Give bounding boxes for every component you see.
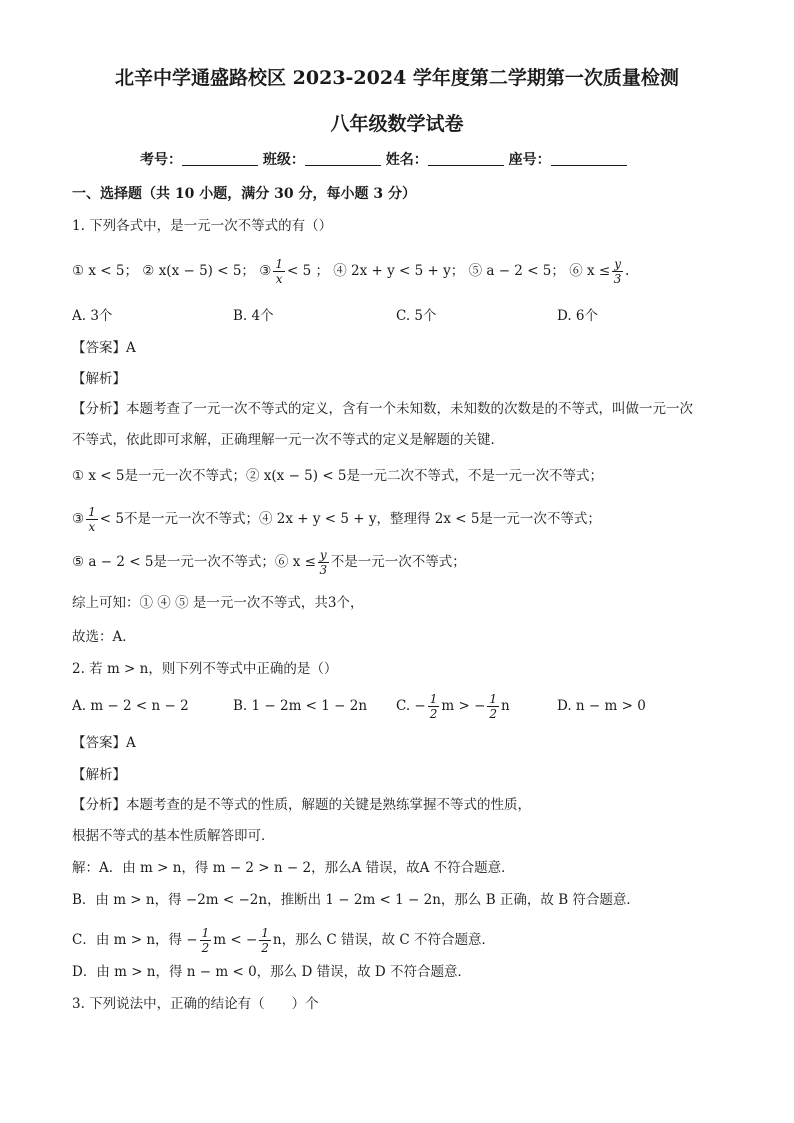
q1-answer: 【答案】A [72, 340, 136, 356]
q1-option-b[interactable]: B. 4个 [233, 308, 274, 324]
q2-solution-d: D．由 m > n，得 n − m < 0，那么 D 错误，故 D 不符合题意． [72, 964, 471, 980]
seat-label: 座号： [508, 152, 551, 168]
q2-opt-c-head: C. − [396, 698, 426, 714]
q1-expr-3 [259, 257, 329, 286]
fraction-numerator: y [319, 548, 327, 562]
fraction-denominator: 2 [489, 707, 498, 721]
fraction-denominator: 2 [261, 941, 269, 955]
section-heading: 一、选择题（共 10 小题，满分 30 分，每小题 3 分） [72, 186, 416, 202]
q2-sol-c-tail: n，那么 C 错误，故 C 不符合题意． [272, 932, 495, 948]
exam-subtitle: 八年级数学试卷 [330, 113, 464, 135]
fraction-numerator: 1 [88, 505, 96, 519]
q1-choice: 故选：A． [72, 629, 136, 645]
fraction-numerator: 1 [429, 692, 438, 706]
fraction-denominator: x [275, 272, 283, 286]
fraction-denominator: 3 [613, 272, 622, 286]
q2-option-a[interactable]: A. m − 2 < n − 2 [72, 698, 189, 714]
q2-option-d[interactable]: D. n − m > 0 [557, 698, 646, 714]
q2-analysis-line-1: 【分析】本题考查的是不等式的性质，解题的关键是熟练掌握不等式的性质， [72, 797, 531, 813]
fraction-denominator: x [88, 520, 96, 534]
q2-option-b[interactable]: B. 1 − 2m < 1 − 2n [233, 698, 368, 714]
q1-expr-3-marker: ③ [259, 263, 272, 279]
q1-sol-2-tail: < 5不是一元一次不等式；④ 2x + y < 5 + y，整理得 2x < 5是一元一次不等式； [99, 511, 601, 527]
q2-analysis-line-2: 根据不等式的基本性质解答即可． [72, 828, 275, 844]
q2-sol-c-fraction-2 [259, 927, 271, 954]
q1-solution-line-1: ① x < 5是一元一次不等式；② x(x − 5) < 5是一元二次不等式，不是一元一次不等式； [72, 468, 604, 484]
fraction-denominator: 3 [319, 563, 328, 577]
q2-stem: 2. 若 m > n，则下列不等式中正确的是（） [72, 661, 338, 677]
fraction-numerator: 1 [261, 926, 269, 940]
seat-field[interactable] [551, 151, 627, 166]
name-field[interactable] [428, 151, 504, 166]
q1-sol-3-head: ⑤ a − 2 < 5是一元一次不等式；⑥ x ≤ [72, 554, 316, 570]
q2-option-c[interactable] [396, 686, 510, 726]
name-label: 姓名： [385, 152, 428, 168]
q2-opt-c-fraction-2 [487, 693, 499, 720]
q2-solution-c [72, 920, 495, 960]
q1-option-c[interactable]: C. 5个 [396, 308, 437, 324]
q1-expr-6-fraction [612, 258, 623, 285]
q2-opt-c-fraction-1 [428, 693, 440, 720]
q2-opt-c-mid: m > − [441, 698, 486, 714]
q1-expr-2: ② x(x − 5) < 5； [142, 263, 255, 279]
q1-analysis-label: 【解析】 [72, 371, 126, 387]
q1-expr-4: ④ 2x + y < 5 + y； [333, 263, 465, 279]
fraction-numerator: 1 [201, 926, 210, 940]
q2-analysis-label: 【解析】 [72, 767, 126, 783]
q1-analysis-line-2: 不等式，依此即可求解，正确理解一元一次不等式的定义是解题的关键． [72, 432, 504, 448]
class-field[interactable] [305, 151, 381, 166]
q1-expr-1: ① x < 5； [72, 263, 138, 279]
q1-stem: 1. 下列各式中，是一元一次不等式的有（） [72, 218, 333, 234]
q1-expr-5: ⑤ a − 2 < 5； [468, 263, 565, 279]
q1-expr-6-tail: . [624, 263, 630, 279]
q1-expressions [72, 258, 629, 285]
fraction-denominator: 2 [201, 941, 210, 955]
exam-title: 北辛中学通盛路校区 2023-2024 学年度第二学期第一次质量检测 [115, 67, 679, 89]
q1-option-d[interactable]: D. 6个 [557, 308, 599, 324]
q2-answer: 【答案】A [72, 735, 136, 751]
q1-solution-line-3 [72, 549, 466, 576]
fraction-numerator: 1 [275, 257, 283, 271]
q1-sol-2-marker: ③ [72, 511, 85, 527]
fraction-denominator: 2 [429, 707, 438, 721]
exam-number-field[interactable] [182, 151, 258, 166]
class-label: 班级： [262, 152, 305, 168]
q2-opt-c-tail: n [501, 698, 510, 714]
q1-expr-6 [569, 257, 630, 286]
q1-option-a[interactable]: A. 3个 [72, 308, 113, 324]
q1-sol-2-fraction [86, 506, 98, 533]
q1-sol-3-fraction [318, 549, 329, 576]
q2-solution-b: B．由 m > n，得 −2m < −2n，推断出 1 − 2m < 1 − 2n，那么 B 正确，故 B 符合题意． [72, 892, 640, 908]
q1-sol-3-tail: 不是一元一次不等式； [330, 554, 466, 570]
q1-solution-line-2 [72, 506, 601, 533]
exam-number-label: 考号： [140, 152, 182, 168]
q1-expr-3-tail: < 5 ； [286, 263, 329, 279]
student-info-row [140, 150, 627, 170]
q2-solution-a: 解：A．由 m > n，得 m − 2 > n − 2，那么A 错误，故A 不符合题意． [72, 860, 515, 876]
q1-expr-6-head: ⑥ x ≤ [569, 263, 611, 279]
q3-stem: 3. 下列说法中，正确的结论有（ ）个 [72, 996, 319, 1012]
q2-sol-c-head: C．由 m > n，得 − [72, 932, 198, 948]
fraction-numerator: 1 [489, 692, 498, 706]
q1-expr-3-fraction [273, 258, 285, 285]
fraction-numerator: y [614, 257, 621, 271]
q2-sol-c-mid: m < − [213, 932, 258, 948]
q2-sol-c-fraction-1 [200, 927, 212, 954]
q1-summary: 综上可知：① ④ ⑤ 是一元一次不等式，共3个， [72, 595, 364, 611]
q1-analysis-line-1: 【分析】本题考查了一元一次不等式的定义，含有一个未知数，未知数的次数是的不等式，叫做一元一次 [72, 401, 693, 417]
